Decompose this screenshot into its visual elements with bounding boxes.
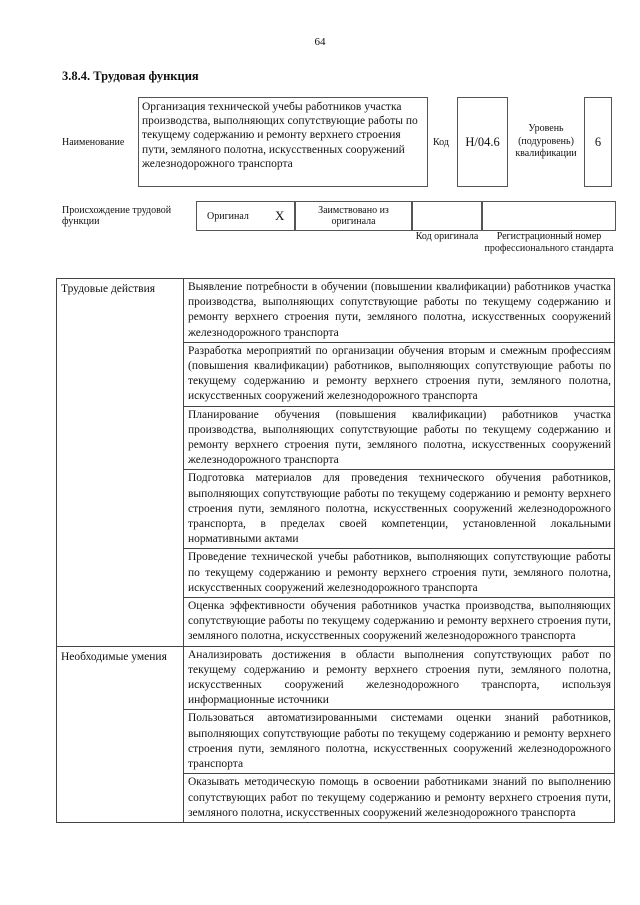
original-code-caption: Код оригинала xyxy=(415,231,479,242)
list-item: Анализировать достижения в области выполнения сопутствующих работ по текущему содержанию и ремонту верхнего строения пути, земляного полотна, искусственных сооружений железнодорожного транспорта, используя информационные источники xyxy=(184,647,614,711)
level-box xyxy=(584,97,612,187)
original-label: Оригинал xyxy=(207,211,249,222)
borrowed-cell xyxy=(295,201,412,231)
original-mark: X xyxy=(275,208,285,223)
list-item: Проведение технической учебы работников, выполняющих сопутствующие работы по текущему содержанию и ремонту верхнего строения пути, земляного полотна, искусственных сооружений железнодорожного транспорта xyxy=(184,549,614,598)
list-item: Подготовка материалов для проведения технического обучения работников, выполняющих сопутствующие работы по текущему содержанию и ремонту верхнего строения пути, земляного полотна, искусственных сооружений железнодорожного транспорта, в пределах своей компетенции, установленной локальными нормативными актами xyxy=(184,470,614,549)
list-item: Разработка мероприятий по организации обучения вторым и смежным профессиям (повышения квалификации) работников, выполняющих сопутствующие работы по текущему содержанию и ремонту верхнего строения пути, земляного полотна, искусственных сооружений железнодорожного транспорта xyxy=(184,343,614,407)
table-row-labor-actions xyxy=(57,279,615,647)
section-title: 3.8.4. Трудовая функция xyxy=(62,69,199,83)
code-label: Код xyxy=(433,137,449,148)
origin-label: Происхождение трудовой функции xyxy=(62,205,172,227)
level-value: 6 xyxy=(594,134,602,149)
table-row-required-skills xyxy=(57,646,615,822)
section-items-labor-actions xyxy=(184,279,615,647)
registration-number-caption: Регистрационный номер профессионального стандарта xyxy=(484,231,614,254)
level-label: Уровень (подуровень) квалификации xyxy=(515,123,577,159)
section-label-required-skills: Необходимые умения xyxy=(57,646,184,822)
page-number: 64 xyxy=(314,36,326,48)
code-value: Н/04.6 xyxy=(465,134,500,149)
labor-function-table xyxy=(56,278,615,823)
code-box xyxy=(457,97,508,187)
list-item: Выявление потребности в обучении (повышении квалификации) работников участка производства, выполняющих сопутствующие работы по текущему содержанию и ремонту верхнего строения пути, земляного полотна, искусственных сооружений железнодорожного транспорта xyxy=(184,279,614,343)
list-item: Планирование обучения (повышения квалификации) работников участка производства, выполняющих сопутствующие работы по текущему содержанию и ремонту верхнего строения пути, земляного полотна, искусственных сооружений железнодорожного транспорта xyxy=(184,407,614,471)
function-name-box xyxy=(138,97,428,187)
function-name-value: Организация технической учебы работников участка производства, выполняющих сопутствующие работы по текущему содержанию и ремонту верхнего строения пути, земляного полотна, искусственных сооружений железнодорожного транспорта xyxy=(142,101,418,170)
registration-number-cell xyxy=(482,201,616,231)
borrowed-label: Заимствовано из оригинала xyxy=(318,205,389,227)
list-item: Оказывать методическую помощь в освоении работниками знаний по выполнению сопутствующих работ по текущему содержанию и ремонту верхнего строения пути, земляного полотна, искусственных сооружений железнодорожного транспорта xyxy=(188,776,611,819)
list-item: Оценка эффективности обучения работников участка производства, выполняющих сопутствующие работы по текущему содержанию и ремонту верхнего строения пути, земляного полотна, искусственных сооружений железнодорожного транспорта xyxy=(188,600,611,643)
original-code-cell xyxy=(412,201,482,231)
list-item: Пользоваться автоматизированными системами оценки знаний работников, выполняющих сопутствующие работы по текущему содержанию и ремонту верхнего строения пути, земляного полотна, искусственных сооружений железнодорожного транспорта xyxy=(184,710,614,774)
original-cell xyxy=(196,201,295,231)
name-label: Наименование xyxy=(62,137,125,148)
section-label-labor-actions: Трудовые действия xyxy=(57,279,184,647)
section-items-required-skills xyxy=(184,646,615,822)
